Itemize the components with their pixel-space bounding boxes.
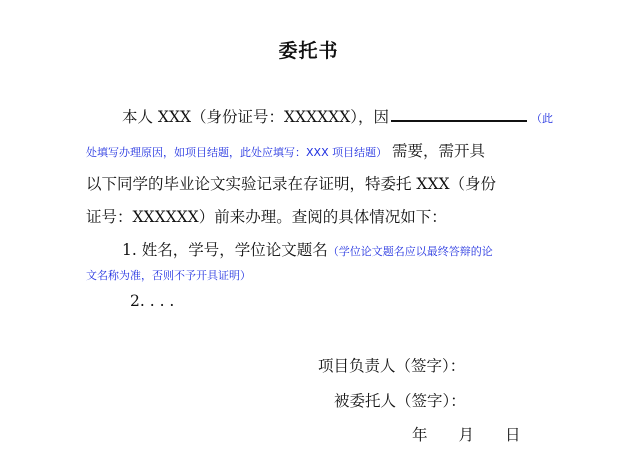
signature-date: [412, 424, 521, 446]
delegate-label: 被委托人（签字）：: [334, 392, 466, 410]
document-title: 委托书: [278, 40, 339, 62]
principal-statement: 本人 XXX（身份证号：XXXXXX），因: [122, 108, 389, 126]
project-leader-signature: [318, 355, 465, 377]
thesis-title-note-continued: 文名称为准，否则不予开具证明）: [86, 269, 251, 282]
list-item-2-text: 2. . . .: [130, 292, 175, 310]
thesis-title-note: （学位论文题名应以最终答辩的论: [327, 245, 493, 258]
project-leader-label: 项目负责人（签字）：: [318, 357, 466, 375]
instruction-note-continued: 处填写办理原因，如项目结题，此处应填写：XXX 项目结题）: [86, 146, 388, 159]
paragraph-line-3: [86, 173, 496, 195]
list-item-1: [122, 239, 493, 263]
delegate-signature: [334, 390, 466, 412]
paragraph-line-1: [122, 106, 553, 130]
delegation-text-continued: 证号：XXXXXX）前来办理。查阅的具体情况如下：: [86, 208, 447, 226]
delegation-text: 以下同学的毕业论文实验记录在存证明，特委托 XXX（身份: [86, 175, 497, 193]
list-item-1-note-line: [86, 263, 251, 287]
date-label: 年 月 日: [412, 426, 521, 444]
reason-blank-underline: [391, 107, 527, 122]
list-item-2: [130, 290, 174, 312]
requirement-text: 需要，需开具: [392, 142, 486, 160]
paragraph-line-4: [86, 206, 447, 228]
instruction-note: （此: [531, 112, 553, 125]
paragraph-line-2: [86, 140, 485, 164]
list-item-1-text: 1. 姓名，学号，学位论文题名: [122, 241, 328, 259]
